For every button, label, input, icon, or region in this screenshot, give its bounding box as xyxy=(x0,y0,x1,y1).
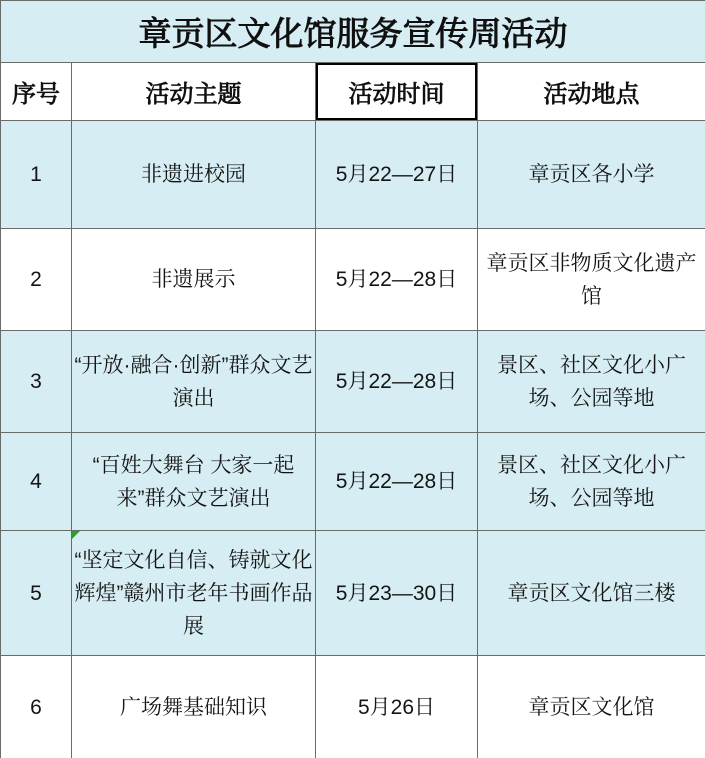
cell-place: 景区、社区文化小广场、公园等地 xyxy=(478,433,705,531)
cell-serial: 5 xyxy=(1,531,72,656)
table-row xyxy=(1,331,705,433)
cell-place: 章贡区各小学 xyxy=(478,121,705,229)
header-theme: 活动主题 xyxy=(72,63,316,121)
cell-serial: 3 xyxy=(1,331,72,433)
cell-time: 5月22—28日 xyxy=(316,433,478,531)
comment-corner-icon xyxy=(72,531,80,539)
header-place: 活动地点 xyxy=(478,63,705,121)
cell-serial: 2 xyxy=(1,229,72,331)
cell-theme: 非遗展示 xyxy=(72,229,316,331)
cell-serial: 4 xyxy=(1,433,72,531)
cell-theme: 广场舞基础知识 xyxy=(72,656,316,758)
table-row xyxy=(1,121,705,229)
header-serial: 序号 xyxy=(1,63,72,121)
cell-serial: 6 xyxy=(1,656,72,758)
page-title: 章贡区文化馆服务宣传周活动 xyxy=(1,1,705,63)
cell-time: 5月23—30日 xyxy=(316,531,478,656)
table-row xyxy=(1,433,705,531)
header-row xyxy=(1,63,705,121)
table-row xyxy=(1,531,705,656)
cell-place: 景区、社区文化小广场、公园等地 xyxy=(478,331,705,433)
cell-time: 5月22—28日 xyxy=(316,229,478,331)
cell-place: 章贡区文化馆 xyxy=(478,656,705,758)
cell-serial: 1 xyxy=(1,121,72,229)
cell-theme: 非遗进校园 xyxy=(72,121,316,229)
cell-theme: “开放·融合·创新”群众文艺演出 xyxy=(72,331,316,433)
cell-place: 章贡区非物质文化遗产馆 xyxy=(478,229,705,331)
cell-place: 章贡区文化馆三楼 xyxy=(478,531,705,656)
cell-time: 5月26日 xyxy=(316,656,478,758)
cell-theme xyxy=(72,531,316,656)
cell-theme: “百姓大舞台 大家一起来”群众文艺演出 xyxy=(72,433,316,531)
table-row xyxy=(1,656,705,758)
header-time: 活动时间 xyxy=(316,63,478,121)
cell-time: 5月22—27日 xyxy=(316,121,478,229)
cell-theme-text: “坚定文化自信、铸就文化辉煌”赣州市老年书画作品展 xyxy=(74,548,313,638)
cell-time: 5月22—28日 xyxy=(316,331,478,433)
title-row xyxy=(1,1,705,63)
table-row xyxy=(1,229,705,331)
